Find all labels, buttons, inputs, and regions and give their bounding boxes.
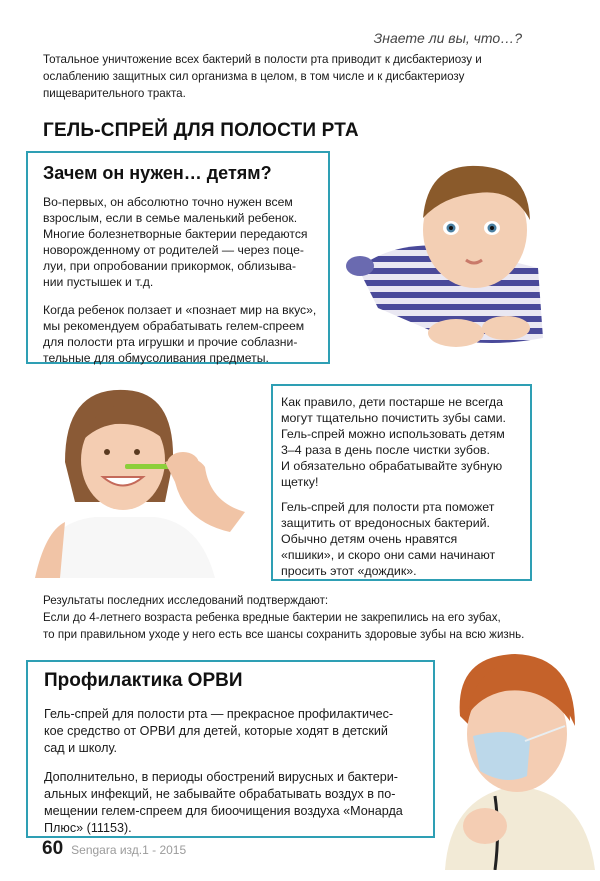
baby-photo: [338, 148, 553, 366]
older-children-box: [271, 384, 532, 581]
children-paragraph-1: Во-первых, он абсолютно точно нужен всем взрослым, если в семье маленький ребенок. Многие болезнетворные бактерии передаются новорожденному от родителей — через поце- луи, при опробовании прикормок, облизыва- нии пустышек и т.д.: [43, 195, 308, 289]
header-note: Знаете ли вы, что…?: [373, 30, 522, 46]
page-footer: [42, 838, 186, 860]
orvi-paragraph-1: Гель-спрей для полости рта — прекрасное профилактичес- кое средство от ОРВИ для детей, которые ходят в детский сад и школу.: [44, 707, 394, 755]
research-note: Результаты последних исследований подтверждают: Если до 4-летнего возраста ребенка вредные бактерии не закрепились на его зубах, то при правильном уходе у него есть все шансы сохранить здоровые зубы на всю жизнь.: [43, 594, 525, 641]
children-box-title: Зачем он нужен… детям?: [43, 163, 272, 183]
boy-mask-photo: [425, 646, 600, 870]
publication-info: Sengara изд.1 - 2015: [71, 843, 187, 857]
older-paragraph-2: Гель-спрей для полости рта поможет защитить от вредоносных бактерий. Обычно детям очень нравятся «пшики», и скоро они сами начинают просить этот «дождик».: [281, 500, 496, 578]
intro-text: Тотальное уничтожение всех бактерий в полости рта приводит к дисбактериозу и ослаблению защитных сил организма в целом, в том числе и к дисбактериозу пищеварительного тракта.: [43, 53, 482, 100]
children-paragraph-2: Когда ребенок ползает и «познает мир на вкус», мы рекомендуем обрабатывать гелем-спреем для полости рта игрушки и прочие соблазни- тельные для обмусоливания предметы.: [43, 303, 317, 365]
page-number: 60: [42, 838, 64, 859]
girl-toothbrush-photo: [25, 382, 275, 578]
children-info-box: [26, 151, 330, 364]
section-title: ГЕЛЬ-СПРЕЙ ДЛЯ ПОЛОСТИ РТА: [43, 120, 359, 141]
older-paragraph-1: Как правило, дети постарше не всегда могут тщательно почистить зубы сами. Гель-спрей можно использовать детям 3–4 раза в день после чистки зубов. И обязательно обрабатывайте зубную щетку!: [281, 395, 506, 489]
orvi-prevention-box: [26, 660, 435, 838]
orvi-box-title: Профилактика ОРВИ: [44, 670, 243, 691]
orvi-paragraph-2: Дополнительно, в периоды обострений вирусных и бактери- альных инфекций, не забывайте обрабатывать воздух в по- мещении гелем-спреем для биоочищения воздуха «Монарда Плюс» (11153).: [44, 770, 403, 835]
